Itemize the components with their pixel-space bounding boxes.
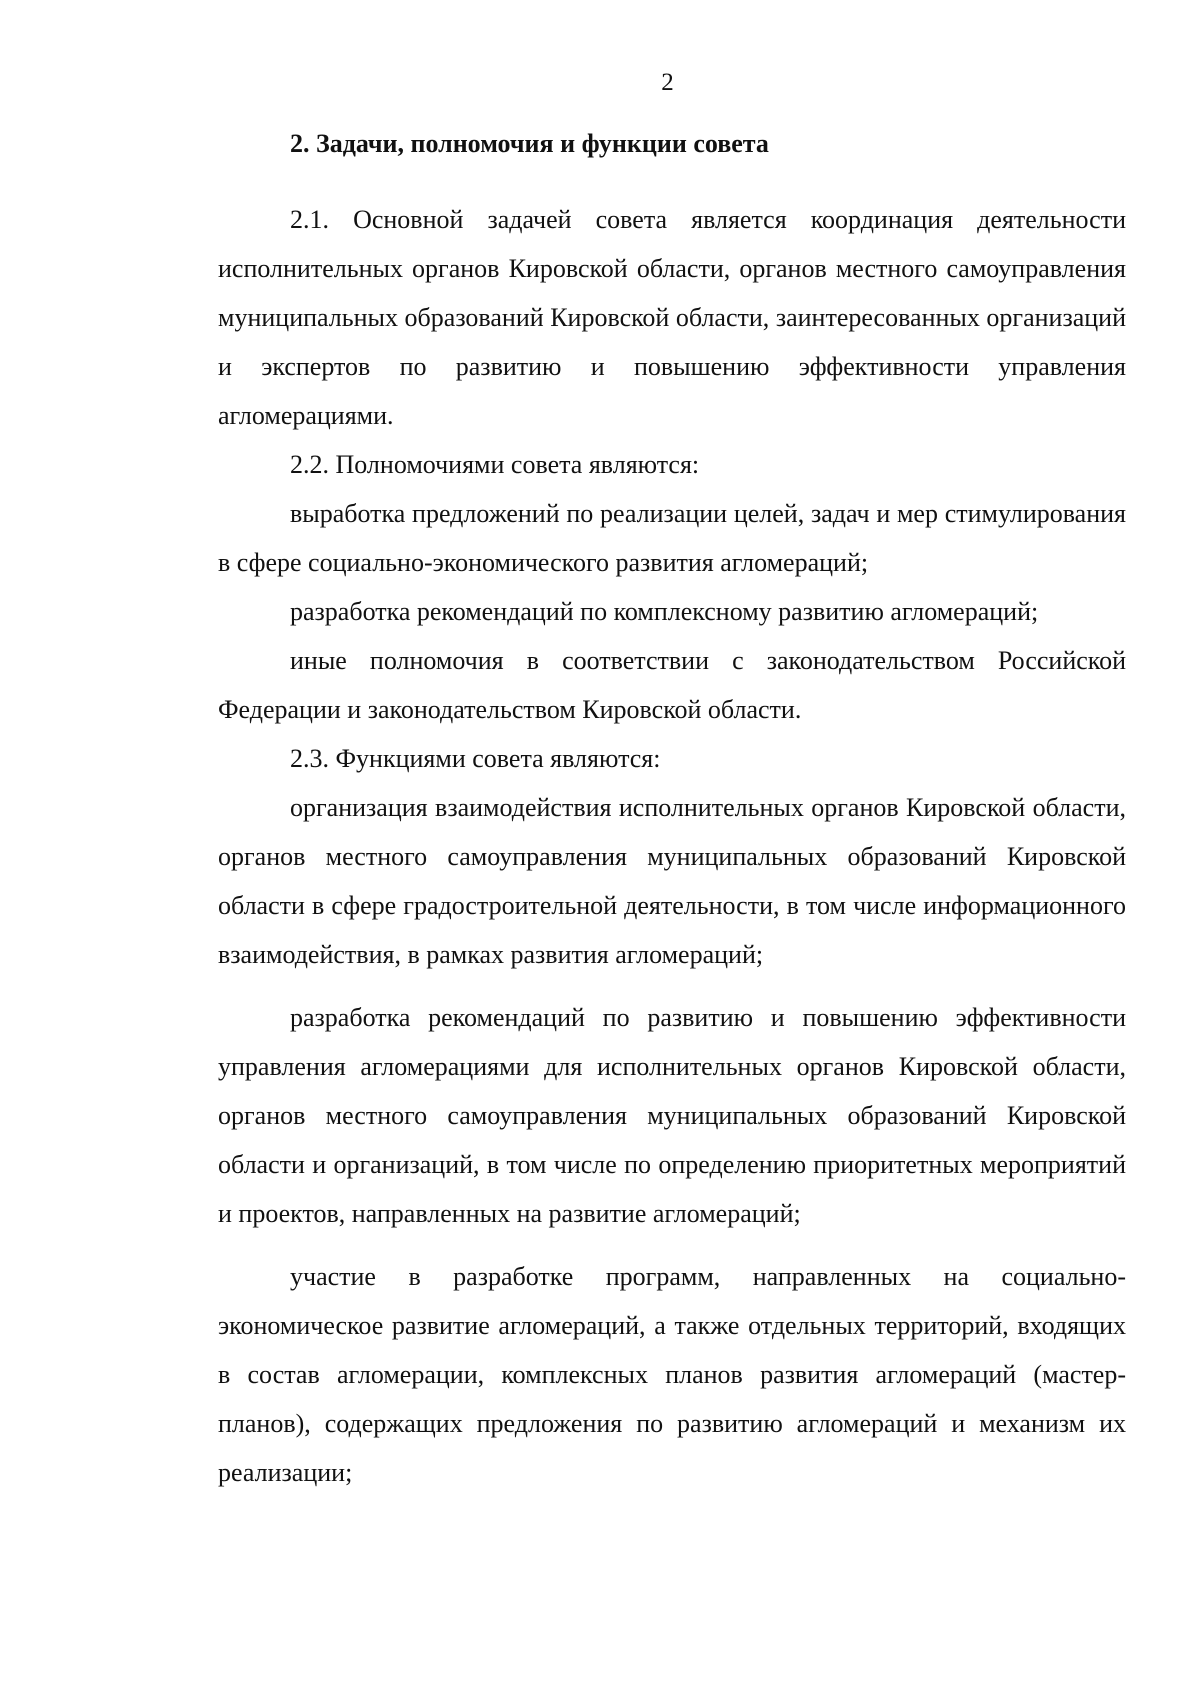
paragraph-powers-other: иные полномочия в соответствии с законодательством Российской Федерации и законодательством Кировской области.	[218, 646, 1126, 724]
paragraph-functions-cooperation: организация взаимодействия исполнительных органов Кировской области, органов местного самоуправления муниципальных образований Кировской области в сфере градостроительной деятельности, в том числе информационного взаимодействия, в рамках развития агломераций;	[218, 793, 1126, 969]
paragraph-functions-recommendations: разработка рекомендаций по развитию и повышению эффективности управления агломерациями для исполнительных органов Кировской области, органов местного самоуправления муниципальных образований Кировской области и организаций, в том числе по определению приоритетных мероприятий и проектов, направленных на развитие агломераций;	[218, 1003, 1126, 1228]
paragraph-2-3: 2.3. Функциями совета являются:	[290, 744, 661, 773]
paragraph-2-2: 2.2. Полномочиями совета являются:	[290, 450, 700, 479]
paragraph-functions-programs: участие в разработке программ, направленных на социально-экономическое развитие агломераций, а также отдельных территорий, входящих в состав агломерации, комплексных планов развития агломераций (мастер-планов), содержащих предложения по развитию агломераций и механизм их реализации;	[218, 1262, 1126, 1487]
section-heading: 2. Задачи, полномочия и функции совета	[290, 129, 769, 158]
paragraph-2-1: 2.1. Основной задачей совета является координация деятельности исполнительных органов Кировской области, органов местного самоуправления муниципальных образований Кировской области, заинтересованных организаций и экспертов по развитию и повышению эффективности управления агломерациями.	[218, 205, 1126, 430]
paragraph-powers-proposals: выработка предложений по реализации целей, задач и мер стимулирования в сфере социально-экономического развития агломераций;	[218, 499, 1126, 577]
page-number: 2	[661, 69, 674, 96]
paragraph-powers-recommendations: разработка рекомендаций по комплексному развитию агломераций;	[290, 597, 1039, 626]
document-body	[218, 128, 1126, 1497]
